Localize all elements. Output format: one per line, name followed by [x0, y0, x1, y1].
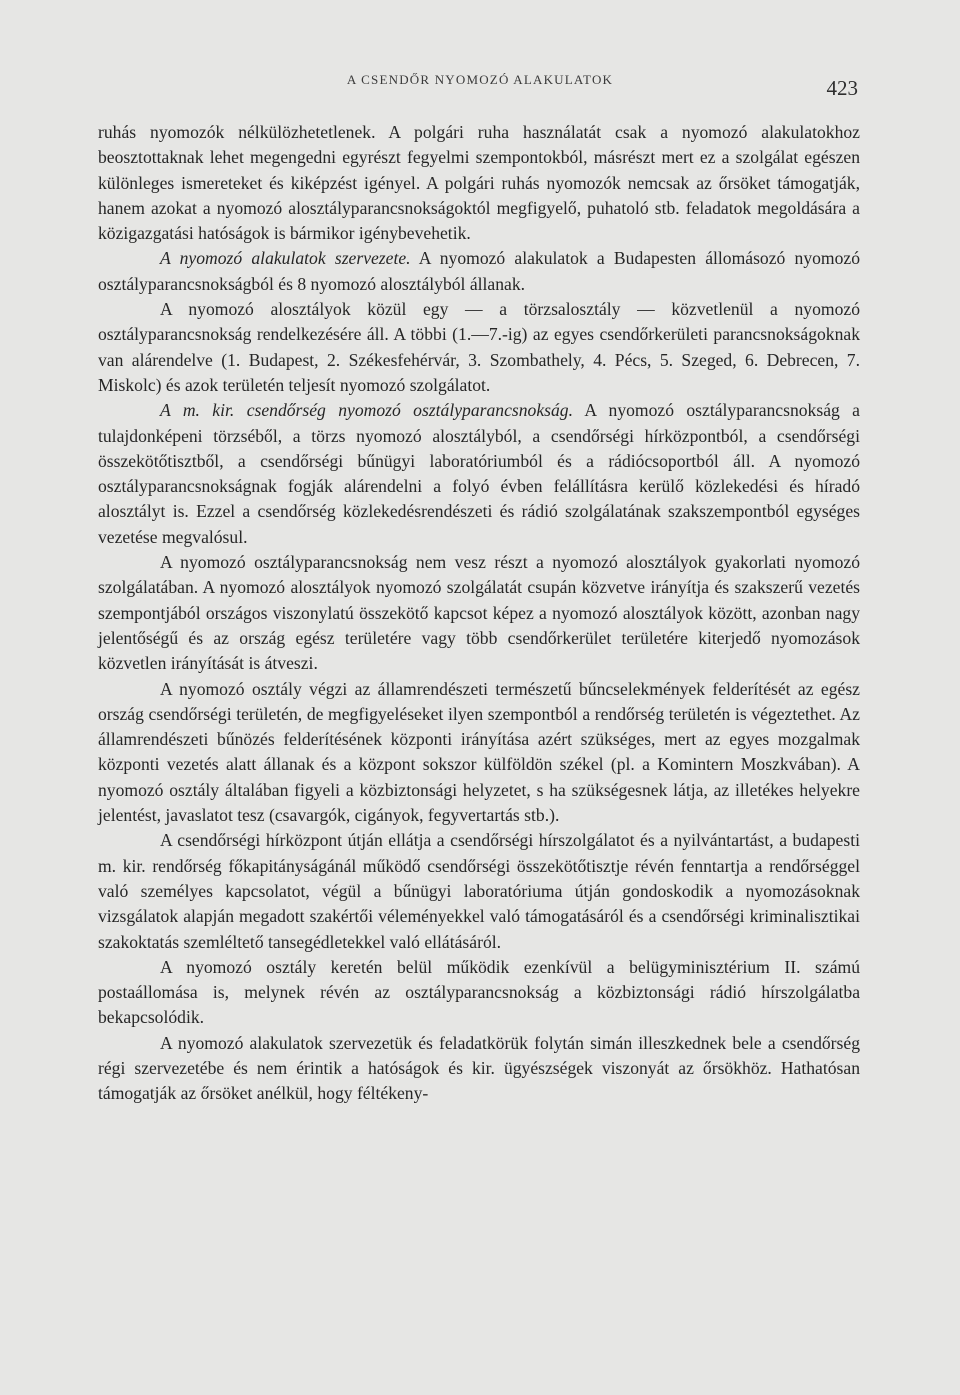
- paragraph-text: A nyomozó osztályparancsnokság a tulajdonképeni törzséből, a törzs nyomozó alosztályból, a csendőrségi hírközpontból, a csendőrségi összekötőtisztből, a csendőrségi bűnügyi laboratóriumból és a rádiócsoportból áll. A nyomozó osztályparancsnokságnak fogják alárendelni a folyó évben felállításra kerülő közlekedési és híradó alosztályt is. Ezzel a csendőrség közlekedésrendészeti és rádió szolgálatának szakszempontból egységes vezetése megvalósul.: [98, 400, 860, 547]
- paragraph-5: [98, 550, 860, 676]
- section-heading: A nyomozó alakulatok szervezete.: [160, 248, 411, 269]
- body-text: [98, 120, 860, 1107]
- paragraph-3: [98, 297, 860, 398]
- paragraph-text: ruhás nyomozók nélkülözhetetlenek. A polgári ruha használatát csak a nyomozó alakulatokhoz beosztottaknak lehet megengedni egyrészt fegyelmi szempontokból, másrészt mert ez a szolgálat egészen különleges ismereteket és kiképzést igényel. A polgári ruhás nyomozók nemcsak az őrsöket támogatják, hanem azokat a nyomozó alosztályparancsnokságoktól megfigyelő, puhatoló stb. feladatok megoldására a közigazgatási hatóságok is bármikor igénybevehetik.: [98, 122, 860, 244]
- paragraph-text: A nyomozó osztály keretén belül működik ezenkívül a belügyminisztérium II. számú postaállomása is, melynek révén az osztályparancsnokság a közbiztonsági rádió hírszolgálatba bekapcsolódik.: [98, 956, 860, 1028]
- paragraph-7: [98, 828, 860, 954]
- paragraph-6: [98, 677, 860, 829]
- running-head: A CSENDŐR NYOMOZÓ ALAKULATOK: [346, 72, 614, 87]
- section-heading: A m. kir. csendőrség nyomozó osztályparancsnokság.: [160, 400, 573, 421]
- paragraph-2: [98, 246, 860, 297]
- paragraph-text: A nyomozó alosztályok közül egy — a törzsalosztály — közvetlenül a nyomozó osztályparancsnokság rendelkezésére áll. A többi (1.—7.-ig) az egyes csendőrkerületi parancsnokságoknak van alárendelve (1. Budapest, 2. Székesfehérvár, 3. Szombathely, 4. Pécs, 5. Szeged, 6. Debrecen, 7. Miskolc) és azok területén teljesít nyomozó szolgálatot.: [98, 299, 860, 395]
- paragraph-text: A csendőrségi hírközpont útján ellátja a csendőrségi hírszolgálatot és a nyilvántartást, a budapesti m. kir. rendőrség főkapitányságánál működő csendőrségi összekötőtisztje révén fenntartja a rendőrséggel való személyes kapcsolatot, végül a bűnügyi laboratóriuma útján gondoskodik a nyomozásoknak vizsgálatok alapján megadott szakértői véleményekkel való támogatásáról és a csendőrségi kriminalisztikai szakoktatás szemléltető tansegédletekkel való ellátásáról.: [98, 830, 860, 952]
- paragraph-9: [98, 1031, 860, 1107]
- paragraph-1: [98, 120, 860, 246]
- paragraph-text: A nyomozó alakulatok szervezetük és feladatkörük folytán simán illeszkednek bele a csendőrség régi szervezetébe és nem érintik a hatóságok és kir. ügyészségek viszonyát az őrsökhöz. Hathatósan támogatják az őrsöket anélkül, hogy féltékeny-: [98, 1032, 860, 1104]
- paragraph-text: A nyomozó osztály végzi az államrendészeti természetű bűncselekmények felderítését az egész ország csendőrségi területén, de megfigyeléseket ilyen szempontból a rendőrség területén is végeztethet. Az államrendészeti bűnözés felderítésének központi irányítása azért szükséges, mert az egyes mozgalmak központi vezetés alatt állanak és a központ sokszor külföldön székel (pl. a Komintern Moszkvában). A nyomozó osztály általában figyeli a közbiztonsági helyzetet, s ha szükségesnek látja, az illetékes helyekre jelentést, javaslatot tesz (csavargók, cigányok, fegyvertartás stb.).: [98, 678, 860, 826]
- page-number: 423: [826, 76, 858, 100]
- paragraph-text: A nyomozó osztályparancsnokság nem vesz részt a nyomozó alosztályok gyakorlati nyomozó szolgálatában. A nyomozó alosztályok nyomozó szolgálatát csupán közvetve irányítja és szakszerű vezetés szempontjából országos viszonylatú összekötő kapcsot képez a nyomozó alosztályok között, azonban nagy jelentőségű és az ország egész területére vagy több csendőrkerület területére kiterjedő nyomozások közvetlen irányítását is átveszi.: [98, 552, 860, 674]
- paragraph-4: [98, 398, 860, 550]
- paragraph-8: [98, 955, 860, 1031]
- paragraph-text: A nyomozó alakulatok a Budapesten állomásozó nyomozó osztályparancsnokságból és 8 nyomozó alosztályból állanak.: [98, 248, 860, 294]
